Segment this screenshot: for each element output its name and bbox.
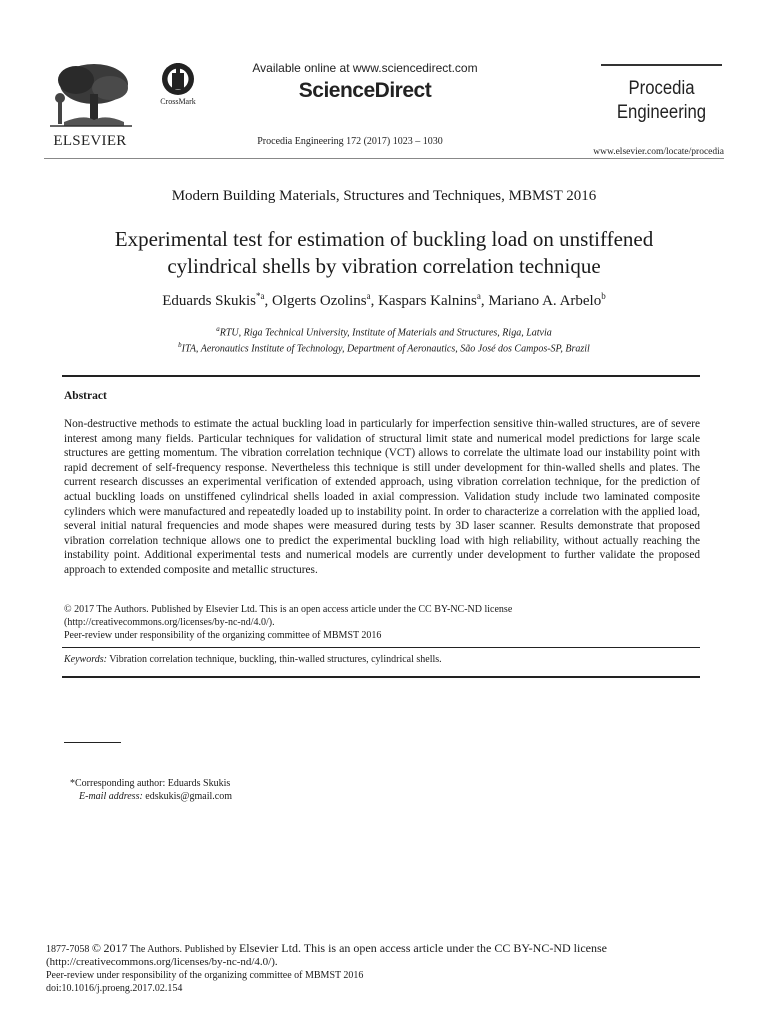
license-statement: © 2017 The Authors. Published by Elsevier Ltd. This is an open access article under the CC BY-NC-ND license <box>64 604 513 615</box>
abstract-bottom-rule <box>62 676 700 678</box>
paper-title-line2: cylindrical shells by vibration correlation technique <box>167 254 601 278</box>
abstract-top-rule <box>62 375 700 377</box>
corresponding-author: *Corresponding author: Eduards Skukis <box>70 778 231 789</box>
license-link[interactable]: (http://creativecommons.org/licenses/by-nc-nd/4.0/). <box>64 617 275 628</box>
author-name: Olgerts Ozolins <box>272 293 367 309</box>
keywords-label: Keywords: <box>64 654 107 665</box>
copyright-symbol: © <box>91 941 101 955</box>
abstract-text: Non-destructive methods to estimate the actual buckling load in particularly for imperfection sensitive thin-walled structures, are of severe interest among many fields. Particular techniques for validation of structural limit state and numerical model predictions for large scale structures are getting momentum. The vibration correlation technique (VCT) allows to correlate the ultimate load our instability point with rapid decrement of self-frequency response. Nevertheless this technique is still under development for thin-walled shells and plates. The current research discusses an experimental verification of extended approach, using vibration correlation technique, for the prediction of actual buckling loads on unstiffened cylindrical shells loaded in axial compression. Validation study include two laminated composite cylinders which were manufactured and repeatedly loaded up to instability point. In order to characterize a correlation with the applied load, several initial natural frequencies and mode shapes were measured during tests by 3D laser scanner. Results demonstrate that proposed vibration correlation technique allows one to predict the experimental buckling load with high reliability, without actually reaching the instability point. Additional experimental tests and numerical models are currently under development to further validate the proposed approach to extended composite and metallic structures. <box>64 418 700 576</box>
affiliation-text: RTU, Riga Technical University, Institute of Materials and Structures, Riga, Latvia <box>219 327 552 339</box>
affiliation-list <box>40 323 728 356</box>
journal-title-rule <box>601 64 722 66</box>
paper-title-line1: Experimental test for estimation of buckling load on unstiffened <box>114 227 654 251</box>
issn: 1877-7058 <box>46 944 90 955</box>
footnote-rule <box>64 742 121 743</box>
header-divider <box>44 158 724 159</box>
author-list: Eduards Skukis$^{*a}$, Olgerts Ozolins$^a$, Kaspars Kalnins$^a$, Mariano A. Arbelo$^b$ <box>162 291 606 309</box>
author-name: Eduards Skukis <box>162 293 257 309</box>
license-block <box>64 603 700 642</box>
footer-license-link[interactable]: (http://creativecommons.org/licenses/by-nc-nd/4.0/). <box>46 956 278 968</box>
affiliation-text: ITA, Aeronautics Institute of Technology, Department of Aeronautics, São José dos Campos-SP, Brazil <box>181 343 590 355</box>
journal-name-line1: Procedia <box>628 78 695 99</box>
affiliation-mark: a <box>216 325 220 333</box>
journal-url-link[interactable]: www.elsevier.com/locate/procedia <box>593 147 724 157</box>
email-address[interactable]: edskukis@gmail.com <box>145 791 232 802</box>
paper-title <box>60 226 708 280</box>
affiliation <box>40 339 728 355</box>
author-affiliation-mark: a <box>366 291 371 301</box>
page-footer <box>46 942 706 995</box>
abstract-heading: Abstract <box>64 390 107 402</box>
author-affiliation-mark: b <box>601 291 606 301</box>
journal-name-line2: Engineering <box>616 102 707 123</box>
author-name: Mariano A. Arbelo <box>488 293 602 309</box>
copyright-publisher: Elsevier Ltd. This is an open access article under the CC BY-NC-ND license <box>238 941 607 955</box>
keywords <box>64 654 700 665</box>
keywords-top-rule <box>62 647 700 648</box>
peer-review-statement: Peer-review under responsibility of the organizing committee of MBMST 2016 <box>64 630 382 641</box>
email-label: E-mail address: <box>79 791 143 802</box>
available-online-text: Available online at www.sciencedirect.com <box>252 61 478 75</box>
corresponding-author-footnote <box>70 777 232 803</box>
keywords-list: Vibration correlation technique, buckling, thin-walled structures, cylindrical shells. <box>109 654 442 665</box>
doi[interactable]: doi:10.1016/j.proeng.2017.02.154 <box>46 983 183 994</box>
author-affiliation-mark: *a <box>256 291 265 301</box>
sciencedirect-logo[interactable]: ScienceDirect <box>298 79 432 102</box>
journal-citation: Procedia Engineering 172 (2017) 1023 – 1030 <box>257 136 443 147</box>
elsevier-wordmark: ELSEVIER <box>53 133 127 149</box>
journal-name <box>608 77 714 125</box>
author-affiliation-mark: a <box>476 291 481 301</box>
conference-name: Modern Building Materials, Structures and Techniques, MBMST 2016 <box>171 188 597 204</box>
footer-peer-review: Peer-review under responsibility of the organizing committee of MBMST 2016 <box>46 970 364 981</box>
copyright-year: 2017 <box>103 941 128 955</box>
affiliation <box>40 323 728 339</box>
author-name: Kaspars Kalnins <box>378 293 477 309</box>
copyright-authors: The Authors. Published by <box>129 944 237 955</box>
affiliation-mark: b <box>178 341 182 350</box>
crossmark-label: CrossMark <box>160 97 196 106</box>
